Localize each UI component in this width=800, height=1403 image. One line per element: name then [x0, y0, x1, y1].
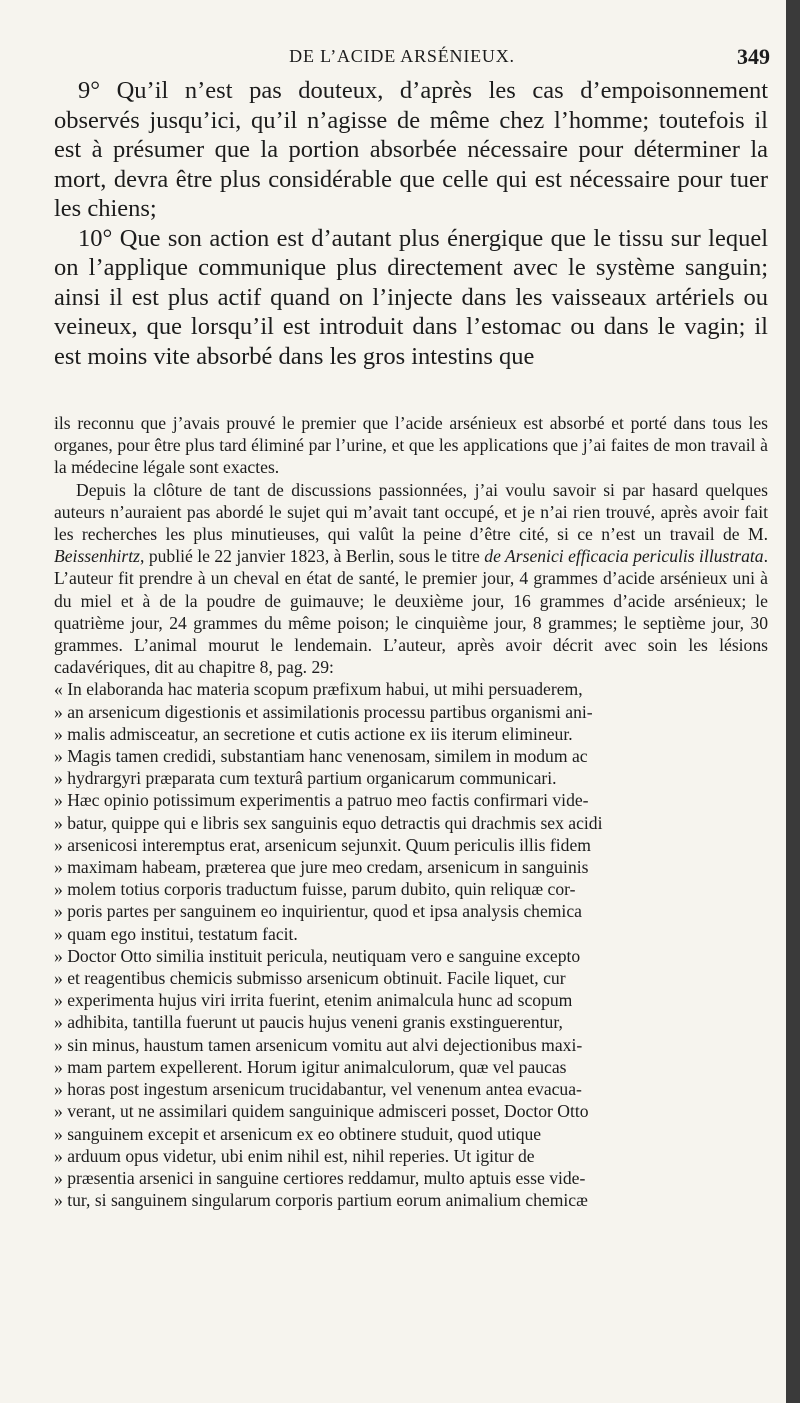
- quote-line: » sin minus, haustum tamen arsenicum vomitu aut alvi dejectionibus maxi-: [54, 1034, 583, 1055]
- quote-line: » horas post ingestum arsenicum trucidabantur, vel venenum antea evacua-: [54, 1079, 582, 1100]
- quote-line: » adhibita, tantilla fuerunt ut paucis hujus veneni granis exstinguerentur,: [54, 1012, 563, 1033]
- running-title: DE L’ACIDE ARSÉNIEUX.: [289, 46, 515, 66]
- quote-line: » an arsenicum digestionis et assimilationis processu partibus organismi ani-: [54, 701, 593, 722]
- footnote-paragraph-2: [54, 479, 768, 679]
- quote-line: » et reagentibus chemicis submisso arsenicum obtinuit. Facile liquet, cur: [54, 968, 566, 989]
- page-number: 349: [737, 44, 770, 69]
- quote-line: » hydrargyri præparata cum texturâ partium organicarum communicari.: [54, 768, 557, 789]
- author-name: Beissenhirtz: [54, 546, 141, 567]
- quote-line: » maximam habeam, præterea que jure meo credam, arsenicum in sanguinis: [54, 857, 589, 878]
- quote-line: » verant, ut ne assimilari quidem sanguinique admisceri posset, Doctor Otto: [54, 1101, 589, 1122]
- quote-line: » poris partes per sanguinem eo inquirientur, quod et ipsa analysis chemica: [54, 901, 582, 922]
- quote-line: » mam partem expellerent. Horum igitur animalculorum, quæ vel paucas: [54, 1056, 567, 1077]
- quote-line: » experimenta hujus viri irrita fuerint, etenim animalcula hunc ad scopum: [54, 990, 573, 1011]
- quote-line: » malis admisceatur, an secretione et cutis actione ex iis iterum elimineur.: [54, 723, 573, 744]
- book-page: [18, 0, 786, 1396]
- quote-line: » molem totius corporis traductum fuisse, parum dubito, quin reliquæ cor-: [54, 879, 576, 900]
- quote-line: » præsentia arsenici in sanguine certiores reddamur, multo aptuis esse vide-: [54, 1167, 586, 1188]
- quote-line: « In elaboranda hac materia scopum præfixum habui, ut mihi persuaderem,: [54, 679, 583, 700]
- footnote-text-run: Depuis la clôture de tant de discussions passionnées, j’ai voulu savoir si par hasard quelques auteurs n’auraient pas abordé le sujet qui m’avait tant occupé, et je n’ai rien trouvé, après avoir fait les recherches les plus minutieuses, qui valût la peine d’être cité, si ce n’est un travail de M.: [54, 479, 768, 545]
- latin-quotation: [54, 678, 768, 1211]
- footnote-text: [54, 412, 768, 1211]
- footnote-paragraph-1: ils reconnu que j’avais prouvé le premier que l’acide arsénieux est absorbé et porté dans tous les organes, pour être plus tard éliminé par l’urine, et que les applications que j’ai faites de mon travail à la médecine légale sont exactes.: [54, 413, 768, 478]
- page-edge-shadow: [786, 0, 800, 1403]
- footnote-text-run: , publié le 22 janvier 1823, à Berlin, sous le titre: [140, 546, 485, 567]
- quote-line: » batur, quippe qui e libris sex sanguinis equo detractis qui drachmis sex acidi: [54, 812, 603, 833]
- paragraph-10: 10° Que son action est d’autant plus énergique que le tissu sur lequel on l’applique communique plus directement avec le système sanguin; ainsi il est plus actif quand on l’injecte dans les vaisseaux artériels ou veineux, que lorsqu’il est introduit dans l’estomac ou dans le vagin; il est moins vite absorbé dans les gros intestins que: [54, 224, 768, 370]
- paragraph-9: 9° Qu’il n’est pas douteux, d’après les cas d’empoisonnement observés jusqu’ici, qu’il n’agisse de même chez l’homme; toutefois il est à présumer que la portion absorbée nécessaire pour déterminer la mort, devra être plus considérable que celle qui est nécessaire pour tuer les chiens;: [54, 77, 768, 222]
- quote-line: » Doctor Otto similia instituit pericula, neutiquam vero e sanguine excepto: [54, 945, 581, 966]
- quote-line: » arsenicosi interemptus erat, arsenicum sejunxit. Quum periculis illis fidem: [54, 834, 591, 855]
- quote-line: » tur, si sanguinem singularum corporis partium eorum animalium chemicæ: [54, 1190, 588, 1211]
- quote-line: » sanguinem excepit et arsenicum ex eo obtinere studuit, quod utique: [54, 1123, 542, 1144]
- work-title: de Arsenici efficacia periculis illustrata: [484, 546, 764, 567]
- main-text: [54, 76, 768, 371]
- quote-line: » Magis tamen credidi, substantiam hanc venenosam, similem in modum ac: [54, 746, 588, 767]
- quote-line: » arduum opus videtur, ubi enim nihil est, nihil reperies. Ut igitur de: [54, 1145, 535, 1166]
- quote-line: » Hæc opinio potissimum experimentis a patruo meo factis confirmari vide-: [54, 790, 589, 811]
- page-header: [18, 46, 786, 76]
- quote-line: » quam ego institui, testatum facit.: [54, 923, 298, 944]
- footnote-text-run: . L’auteur fit prendre à un cheval en état de santé, le premier jour, 4 grammes d’acide arsénieux uni à du miel et à de la poudre de guimauve; le deuxième jour, 16 grammes d’acide arsénieux; le quatrième jour, 24 grammes du même poison; le cinquième jour, 8 grammes; le septième jour, 30 grammes. L’animal mourut le lendemain. L’auteur, après avoir décrit avec soin les lésions cadavériques, dit au chapitre 8, pag. 29:: [54, 546, 768, 678]
